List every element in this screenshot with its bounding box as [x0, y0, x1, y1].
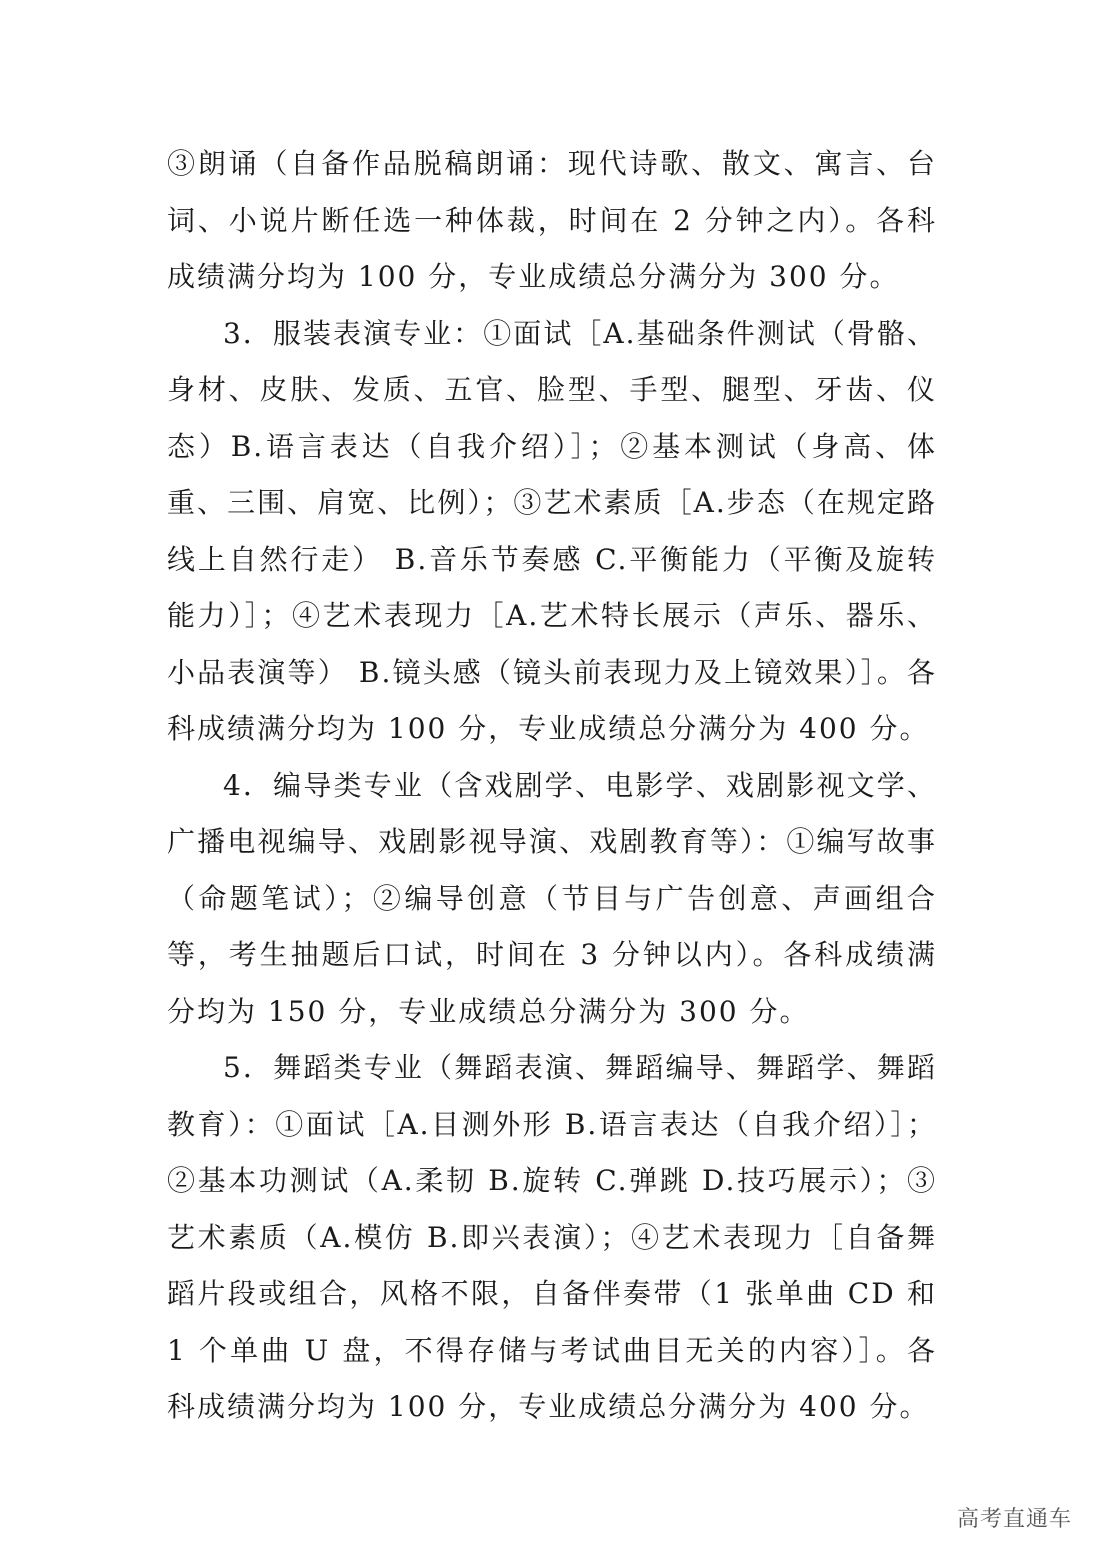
paragraph-fashion-performance: 3．服装表演专业：①面试［A.基础条件测试（骨骼、身材、皮肤、发质、五官、脸型、手型、腿型、牙齿、仪态）B.语言表达（自我介绍）］；②基本测试（身高、体重、三围、肩宽、比例）；③艺术素质［A.步态（在规定路线上自然行走） B.音乐节奏感 C.平衡能力（平衡及旋转能力）］；④艺术表现力［A.艺术特长展示（声乐、器乐、小品表演等） B.镜头感（镜头前表现力及上镜效果）］。各科成绩满分均为 100 分，专业成绩总分满分为 400 分。 [167, 316, 937, 745]
watermark-label: 高考直通车 [956, 1507, 1072, 1532]
document-body [167, 136, 937, 1436]
paragraph-directing: 4．编导类专业（含戏剧学、电影学、戏剧影视文学、广播电视编导、戏剧影视导演、戏剧教育等）：①编写故事（命题笔试）；②编导创意（节目与广告创意、声画组合等，考生抽题后口试，时间在 3 分钟以内）。各科成绩满分均为 150 分，专业成绩总分满分为 300 分。 [167, 768, 937, 1028]
paragraph-dance: 5．舞蹈类专业（舞蹈表演、舞蹈编导、舞蹈学、舞蹈教育）：①面试［A.目测外形 B.语言表达（自我介绍）］；②基本功测试（A.柔韧 B.旋转 C.弹跳 D.技巧展示）；③艺术素质（A.模仿 B.即兴表演）；④艺术表现力［自备舞蹈片段或组合，风格不限，自备伴奏带（1 张单曲 CD 和 1 个单曲 U 盘，不得存储与考试曲目无关的内容）］。各科成绩满分均为 100 分，专业成绩总分满分为 400 分。 [167, 1051, 937, 1423]
paragraph-recitation: ③朗诵（自备作品脱稿朗诵：现代诗歌、散文、寓言、台词、小说片断任选一种体裁，时间在 2 分钟之内）。各科成绩满分均为 100 分，专业成绩总分满分为 300 分。 [167, 147, 937, 293]
